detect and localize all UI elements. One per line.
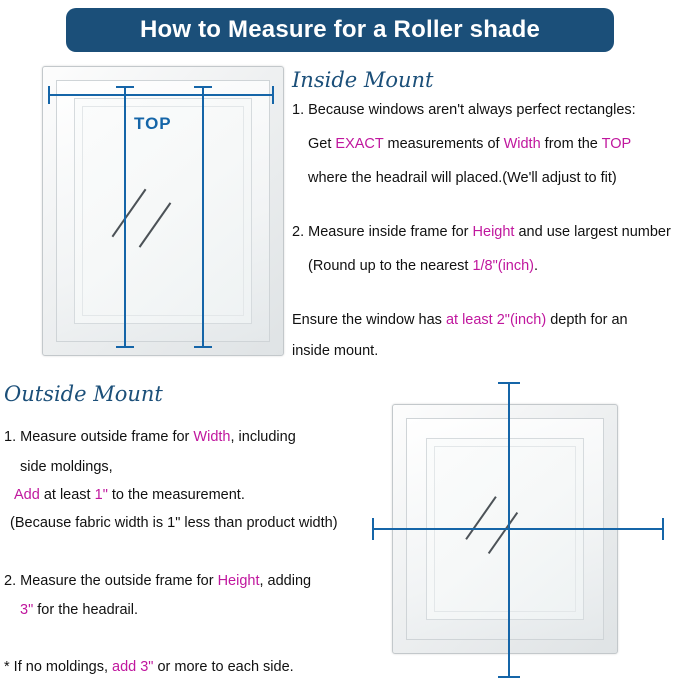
outside-mount-line-2 — [20, 458, 113, 476]
outside-mount-line-4 — [10, 514, 338, 532]
inside-mount-line-1 — [292, 101, 636, 119]
text-fragment: to the measurement. — [107, 487, 245, 503]
text-fragment: at least 2"(inch) — [445, 312, 547, 328]
width-measure-end-cap — [48, 86, 50, 104]
page-title-banner — [66, 8, 614, 52]
text-fragment: EXACT — [335, 136, 384, 152]
text-fragment: and use largest number — [514, 224, 671, 240]
text-fragment: from the — [540, 136, 602, 152]
outside-width-measure-end-cap — [662, 518, 664, 540]
outside-mount-window-diagram — [372, 382, 672, 682]
top-label: TOP — [134, 114, 172, 133]
width-measure-end-cap — [272, 86, 274, 104]
text-fragment: 2. Measure the outside frame for — [4, 573, 218, 589]
text-fragment: side moldings, — [20, 459, 113, 475]
text-fragment: (Because fabric width is 1" less than product width) — [10, 515, 338, 531]
outside-height-measure-end-cap — [498, 382, 520, 384]
text-fragment: or more to each side. — [153, 659, 294, 675]
outside-mount-heading: Outside Mount — [4, 382, 163, 406]
text-fragment: TOP — [601, 136, 632, 152]
text-fragment: . — [534, 258, 539, 274]
outside-width-measure-end-cap — [372, 518, 374, 540]
height-measure-end-cap — [116, 86, 134, 88]
text-fragment: inside mount. — [292, 343, 379, 359]
text-fragment: 2. Measure inside frame for — [292, 224, 473, 240]
text-fragment: 1. Measure outside frame for — [4, 429, 194, 445]
inside-mount-line-5 — [308, 257, 538, 275]
outside-width-measure-line — [372, 528, 664, 530]
text-fragment: 3" — [20, 602, 34, 618]
text-fragment: where the headrail will placed.(We'll adjust to fit) — [308, 170, 617, 186]
text-fragment: , adding — [259, 573, 312, 589]
height-measure-end-cap — [194, 86, 212, 88]
text-fragment: 1" — [94, 487, 108, 503]
height-measure-end-cap — [116, 346, 134, 348]
inside-mount-line-2 — [308, 135, 631, 153]
text-fragment: 1/8"(inch) — [472, 258, 535, 274]
outside-mount-line-5 — [4, 572, 311, 590]
text-fragment: depth for an — [546, 312, 628, 328]
text-fragment: Width — [503, 136, 541, 152]
text-fragment: Width — [193, 429, 231, 445]
outside-mount-line-3 — [14, 486, 245, 504]
text-fragment: 1. Because windows aren't always perfect rectangles: — [292, 102, 636, 118]
height-measure-line-right — [202, 86, 204, 348]
text-fragment: Height — [217, 573, 260, 589]
text-fragment: Get — [308, 136, 336, 152]
text-fragment: at least — [39, 487, 95, 503]
text-fragment: Add — [14, 487, 40, 503]
text-fragment: * If no moldings, — [4, 659, 112, 675]
page-title: How to Measure for a Roller shade — [139, 16, 541, 43]
text-fragment: , including — [230, 429, 296, 445]
height-measure-line-left — [124, 86, 126, 348]
outside-mount-line-6 — [20, 601, 138, 619]
text-fragment: add 3" — [112, 659, 154, 675]
outside-height-measure-end-cap — [498, 676, 520, 678]
inside-mount-heading: Inside Mount — [292, 68, 434, 92]
inside-mount-line-3 — [308, 169, 617, 187]
inside-mount-line-4 — [292, 223, 671, 241]
inside-mount-line-6 — [292, 311, 628, 329]
text-fragment: Ensure the window has — [292, 312, 446, 328]
outside-mount-line-7 — [4, 658, 294, 676]
height-measure-end-cap — [194, 346, 212, 348]
text-fragment: measurements of — [383, 136, 504, 152]
outside-mount-line-1 — [4, 428, 296, 446]
outside-height-measure-line — [508, 382, 510, 678]
inside-mount-window-diagram — [12, 58, 282, 358]
text-fragment: for the headrail. — [33, 602, 139, 618]
width-measure-line — [48, 94, 274, 96]
inside-mount-line-7 — [292, 342, 378, 360]
text-fragment: Height — [472, 224, 515, 240]
text-fragment: (Round up to the nearest — [308, 258, 473, 274]
